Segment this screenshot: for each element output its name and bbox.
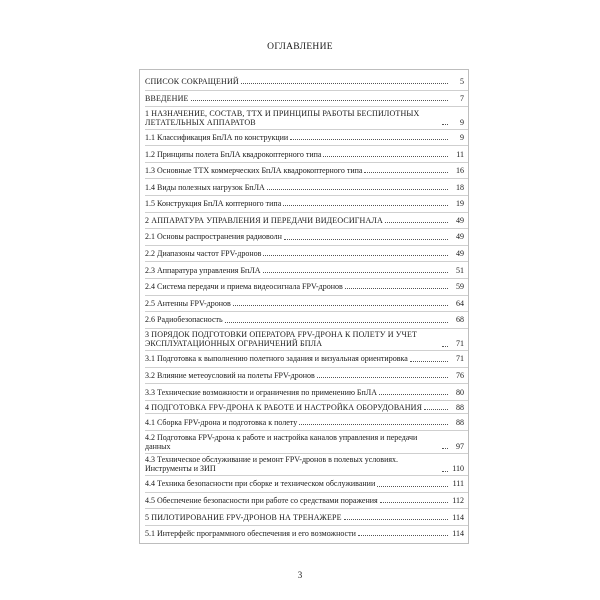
- toc-entry: [145, 91, 468, 108]
- toc-entry-title: 5.1 Интерфейс программного обеспечения и его возможности: [145, 529, 356, 539]
- toc-entry-page: 80: [456, 387, 464, 397]
- toc-entry: [145, 163, 468, 180]
- toc-entry: [145, 74, 468, 91]
- toc-entry-title: 5 ПИЛОТИРОВАНИЕ FPV-ДРОНОВ НА ТРЕНАЖЕРЕ: [145, 512, 342, 522]
- toc-entry-title: 4.1 Сборка FPV-дрона и подготовка к полету: [145, 417, 298, 427]
- toc-entry: [145, 431, 468, 454]
- toc-entry-page: 11: [456, 149, 464, 159]
- toc-entry: [145, 351, 468, 368]
- toc-entry-page: 76: [456, 371, 464, 381]
- toc-entry: [145, 526, 468, 542]
- toc-entry-title: 4.3 Техническое обслуживание и ремонт FPV-дронов в полевых условиях. Инструменты и ЗИП: [145, 455, 399, 474]
- toc-entry-page: 16: [456, 166, 464, 176]
- dot-leader: [442, 448, 448, 449]
- toc-entry-page: 49: [456, 215, 464, 225]
- toc-entry: [145, 384, 468, 401]
- dot-leader: [380, 502, 448, 503]
- dot-leader: [225, 322, 448, 323]
- dot-leader: [442, 471, 448, 472]
- toc-entry-title: 1.5 Конструкция БпЛА коптерного типа: [145, 199, 282, 209]
- toc-entry-page: 49: [456, 232, 464, 242]
- dot-leader: [317, 377, 448, 378]
- toc-entry-page: 5: [460, 77, 464, 87]
- toc-entry: [145, 146, 468, 163]
- toc-entry-title: 2.1 Основы распространения радиоволн: [145, 232, 282, 242]
- dot-leader: [377, 486, 448, 487]
- toc-entry-title: 2.6 Радиобезопасность: [145, 315, 223, 325]
- toc-entry-title: 4.2 Подготовка FPV-дрона к работе и настройка каналов управления и передачи данных: [145, 432, 418, 451]
- dot-leader: [299, 424, 448, 425]
- dot-leader: [385, 222, 448, 223]
- dot-leader: [410, 361, 448, 362]
- toc-entry-title: 3 ПОРЯДОК ПОДГОТОВКИ ОПЕРАТОРА FPV-ДРОНА К ПОЛЕТУ И УЧЕТ ЭКСПЛУАТАЦИОННЫХ ОГРАНИЧЕНИЙ БПЛА: [145, 330, 418, 349]
- toc-entry-page: 71: [456, 354, 464, 364]
- toc-entry-page: 88: [456, 402, 464, 412]
- toc-entry-title: 4.4 Техника безопасности при сборке и техническом обслуживании: [145, 479, 376, 489]
- toc-entry: [145, 493, 468, 510]
- toc-entry: [145, 312, 468, 329]
- toc-entry-title: 1.2 Принципы полета БпЛА квадрокоптерного типа: [145, 149, 322, 159]
- toc-entry: [145, 329, 468, 352]
- toc-entry: [145, 229, 468, 246]
- toc-entry-title: 3.2 Влияние метеоусловий на полеты FPV-дронов: [145, 371, 315, 381]
- toc-entry-title: 1 НАЗНАЧЕНИЕ, СОСТАВ, ТТХ И ПРИНЦИПЫ РАБОТЫ БЕСПИЛОТНЫХ ЛЕТАТЕЛЬНЫХ АППАРАТОВ: [145, 108, 420, 127]
- toc-entry: [145, 246, 468, 263]
- toc-entry: [145, 368, 468, 385]
- toc-entry-title: 3.3 Технические возможности и ограничения по применению БпЛА: [145, 387, 377, 397]
- toc-entry-page: 9: [460, 117, 464, 127]
- dot-leader: [263, 272, 448, 273]
- toc-entry-title: СПИСОК СОКРАЩЕНИЙ: [145, 77, 239, 87]
- toc-entry-title: 2 АППАРАТУРА УПРАВЛЕНИЯ И ПЕРЕДАЧИ ВИДЕОСИГНАЛА: [145, 215, 383, 225]
- toc-entry: [145, 509, 468, 526]
- toc-entry: [145, 196, 468, 213]
- dot-leader: [345, 288, 448, 289]
- dot-leader: [267, 189, 448, 190]
- toc-entry-page: 7: [460, 93, 464, 103]
- toc-entry-title: 2.2 Диапазоны частот FPV-дронов: [145, 248, 262, 258]
- toc-entry: [145, 414, 468, 431]
- toc-entry-page: 19: [456, 199, 464, 209]
- toc-entry-page: 68: [456, 315, 464, 325]
- dot-leader: [442, 124, 448, 125]
- toc-entry-page: 49: [456, 248, 464, 258]
- toc-entry-page: 97: [456, 441, 464, 451]
- dot-leader: [364, 172, 448, 173]
- table-of-contents: [139, 69, 469, 544]
- dot-leader: [283, 205, 448, 206]
- toc-entry: [145, 296, 468, 313]
- toc-entry-title: 4.5 Обеспечение безопасности при работе со средствами поражения: [145, 495, 378, 505]
- toc-entry-page: 71: [456, 339, 464, 349]
- dot-leader: [323, 156, 448, 157]
- toc-entry-title: 3.1 Подготовка к выполнению полетного задания и визуальная ориентировка: [145, 354, 408, 364]
- toc-entry-page: 111: [452, 479, 464, 489]
- toc-entry: [145, 107, 468, 130]
- toc-list: [140, 74, 468, 541]
- toc-entry: [145, 279, 468, 296]
- toc-entry-title: 2.5 Антенны FPV-дронов: [145, 298, 231, 308]
- toc-entry-title: 2.4 Система передачи и приема видеосигнала FPV-дронов: [145, 282, 343, 292]
- dot-leader: [191, 100, 448, 101]
- toc-entry: [145, 454, 468, 477]
- toc-entry-page: 114: [452, 512, 464, 522]
- toc-entry: [145, 213, 468, 230]
- toc-entry-page: 59: [456, 282, 464, 292]
- page-number: 3: [297, 570, 303, 580]
- toc-entry-page: 114: [452, 529, 464, 539]
- toc-entry-page: 88: [456, 417, 464, 427]
- toc-entry-page: 18: [456, 182, 464, 192]
- toc-entry: [145, 179, 468, 196]
- toc-entry-title: ВВЕДЕНИЕ: [145, 93, 189, 103]
- dot-leader: [284, 239, 448, 240]
- dot-leader: [241, 83, 448, 84]
- dot-leader: [442, 346, 448, 347]
- toc-entry-page: 112: [452, 495, 464, 505]
- toc-entry-page: 64: [456, 298, 464, 308]
- toc-entry-title: 1.1 Классификация БпЛА по конструкции: [145, 132, 289, 142]
- toc-entry-page: 110: [452, 464, 464, 474]
- toc-entry-title: 1.4 Виды полезных нагрузок БпЛА: [145, 182, 265, 192]
- dot-leader: [290, 139, 448, 140]
- dot-leader: [233, 305, 448, 306]
- dot-leader: [424, 409, 448, 410]
- toc-entry-page: 9: [460, 132, 464, 142]
- toc-entry: [145, 401, 468, 414]
- toc-entry-title: 2.3 Аппаратура управления БпЛА: [145, 265, 261, 275]
- dot-leader: [358, 535, 448, 536]
- dot-leader: [344, 519, 448, 520]
- toc-entry: [145, 262, 468, 279]
- dot-leader: [263, 255, 448, 256]
- toc-entry-title: 4 ПОДГОТОВКА FPV-ДРОНА К РАБОТЕ И НАСТРОЙКА ОБОРУДОВАНИЯ: [145, 402, 423, 412]
- toc-entry: [145, 130, 468, 147]
- toc-entry-title: 1.3 Основные ТТХ коммерческих БпЛА квадрокоптерного типа: [145, 166, 363, 176]
- toc-entry-page: 51: [456, 265, 464, 275]
- dot-leader: [379, 394, 448, 395]
- toc-entry: [145, 476, 468, 493]
- page-title: ОГЛАВЛЕНИЕ: [267, 42, 333, 52]
